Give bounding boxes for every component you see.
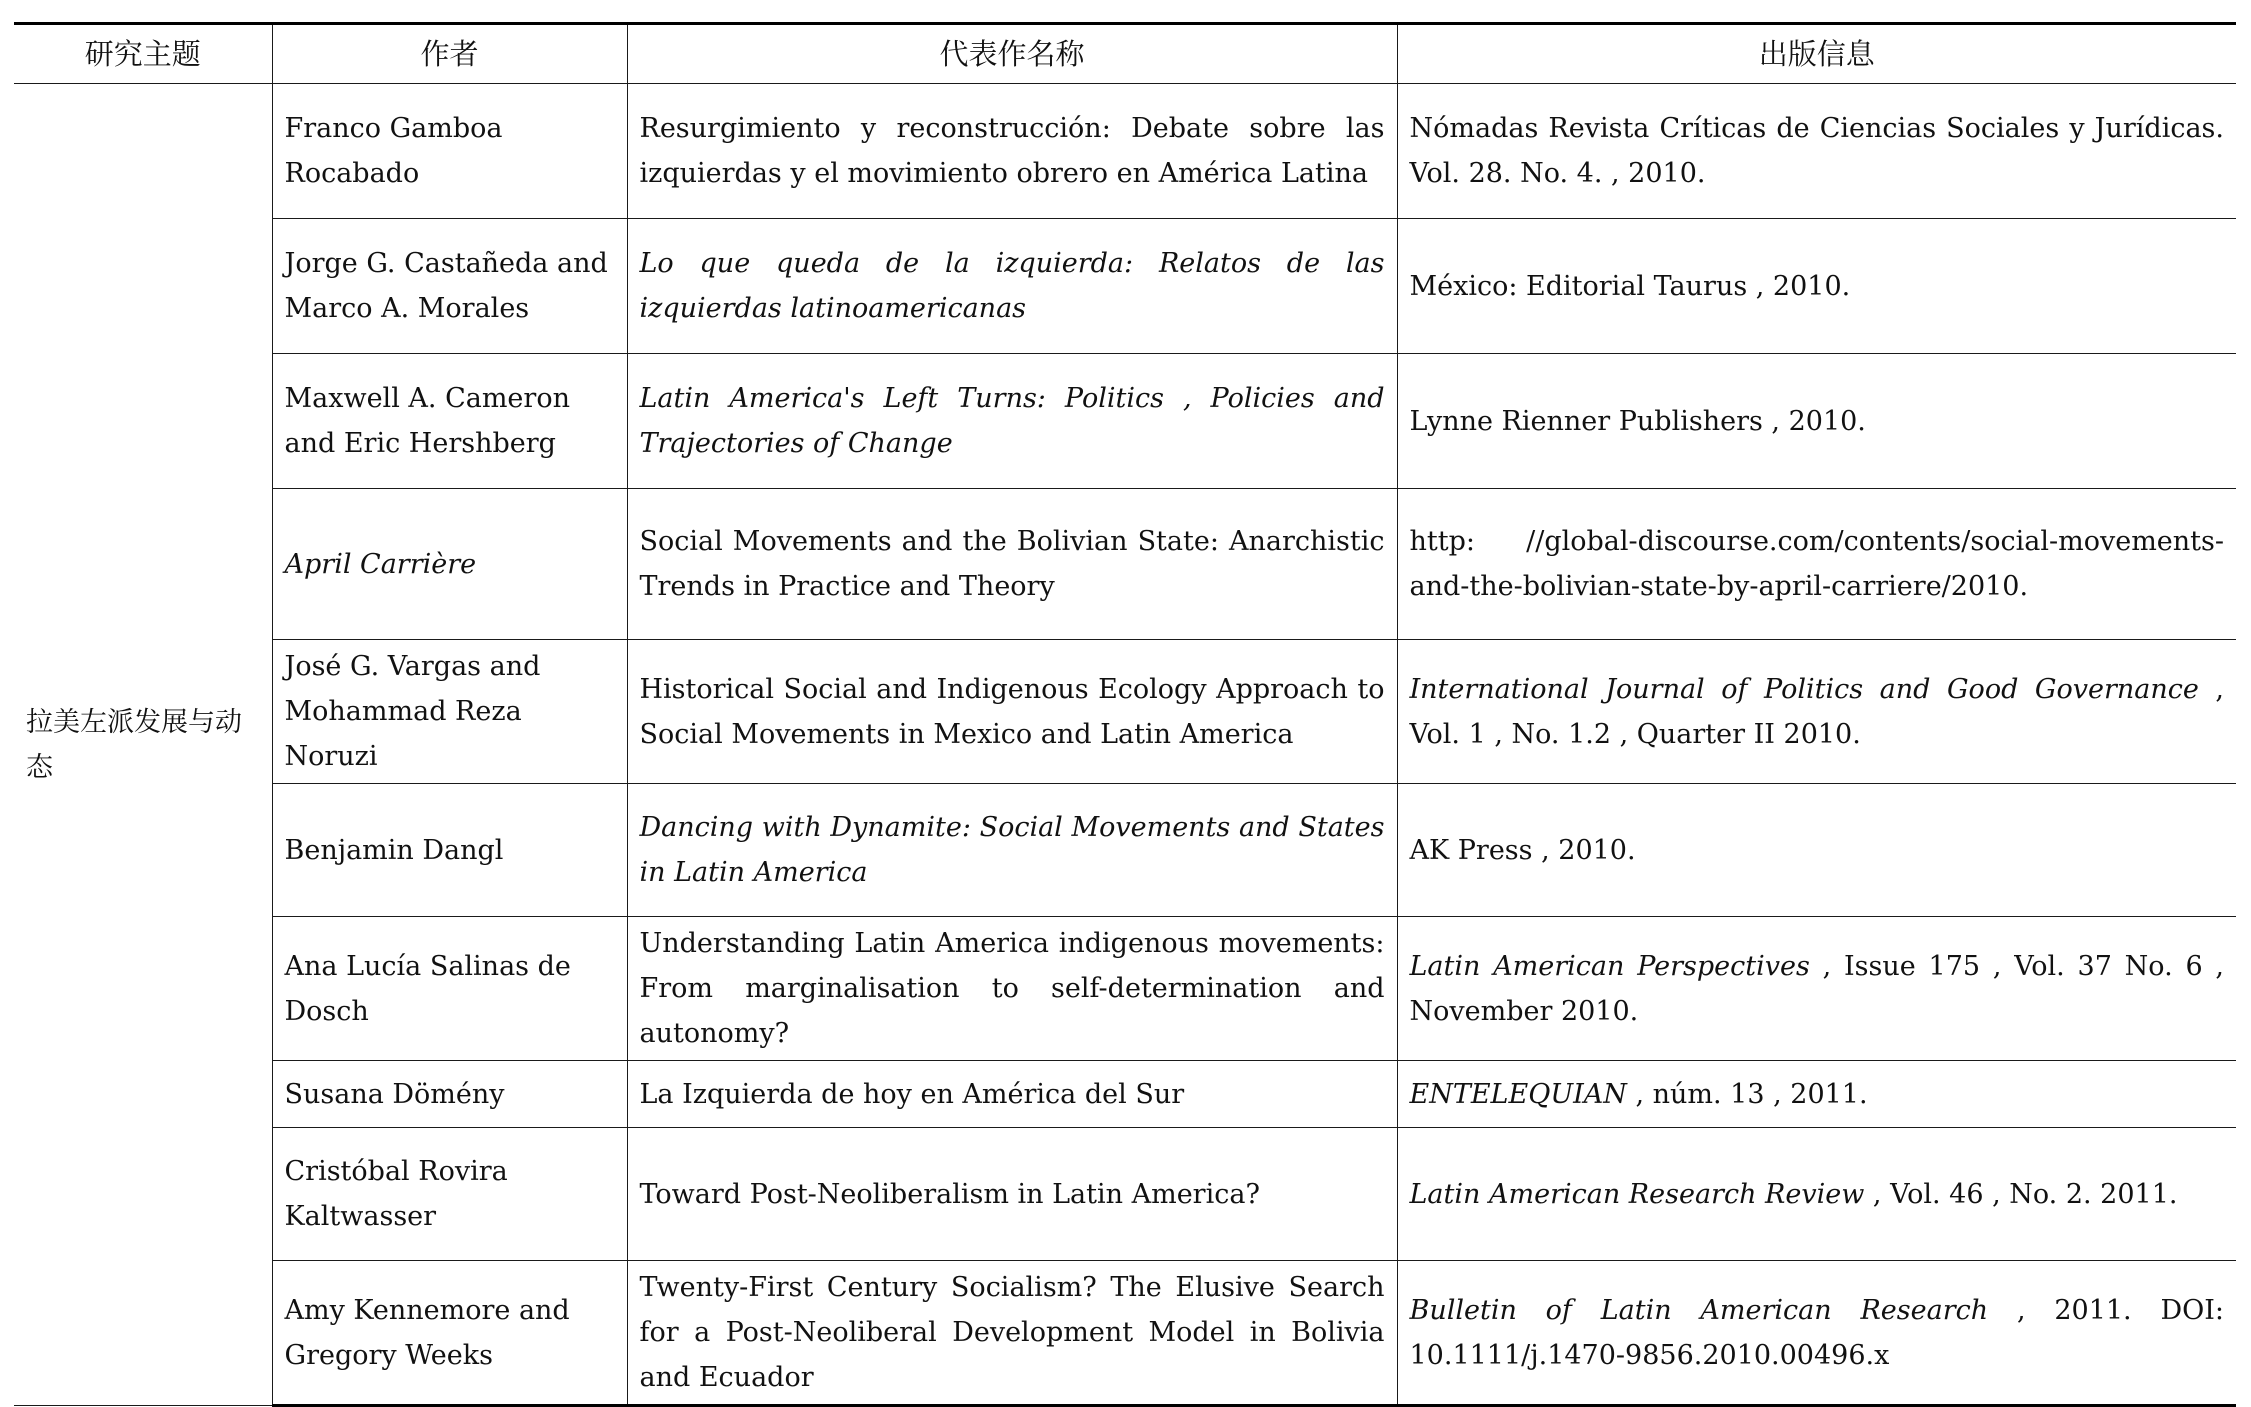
work-cell: Social Movements and the Bolivian State: Anarchistic Trends in Practice and Theory [627,489,1397,640]
table-body [14,84,2236,1406]
table-row [14,1061,2236,1128]
journal-title: Latin American Research Review [1409,1178,1865,1210]
work-cell: Latin America's Left Turns: Politics , Policies and Trajectories of Change [627,354,1397,489]
publication-cell [1397,1061,2236,1128]
work-cell: Toward Post-Neoliberalism in Latin America? [627,1128,1397,1261]
publication-cell: México: Editorial Taurus , 2010. [1397,219,2236,354]
table-row [14,784,2236,917]
author-cell: Cristóbal Rovira Kaltwasser [272,1128,627,1261]
table-row [14,489,2236,640]
author-cell: Benjamin Dangl [272,784,627,917]
table-row [14,1261,2236,1406]
publication-cell [1397,1261,2236,1406]
work-cell: La Izquierda de hoy en América del Sur [627,1061,1397,1128]
author-cell: Jorge G. Castañeda and Marco A. Morales [272,219,627,354]
work-cell: Historical Social and Indigenous Ecology Approach to Social Movements in Mexico and Latin America [627,640,1397,784]
table-row [14,219,2236,354]
author-cell: José G. Vargas and Mohammad Reza Noruzi [272,640,627,784]
work-cell: Understanding Latin America indigenous movements: From marginalisation to self-determination and autonomy? [627,917,1397,1061]
header-work: 代表作名称 [627,24,1397,84]
publication-cell [1397,917,2236,1061]
work-cell: Resurgimiento y reconstrucción: Debate sobre las izquierdas y el movimiento obrero en América Latina [627,84,1397,219]
publication-cell: http: //global-discourse.com/contents/social-movements-and-the-bolivian-state-by-april-carriere/2010. [1397,489,2236,640]
author-cell: April Carrière [272,489,627,640]
author-cell: Amy Kennemore and Gregory Weeks [272,1261,627,1406]
header-publication: 出版信息 [1397,24,2236,84]
author-cell: Susana Dömény [272,1061,627,1128]
publication-cell [1397,1128,2236,1261]
publication-details: , Issue 175 , Vol. 37 No. 6 , November 2010. [1409,950,2224,1027]
header-row [14,24,2236,84]
research-topic-cell: 拉美左派发展与动态 [14,84,272,1406]
author-cell: Franco Gamboa Rocabado [272,84,627,219]
publication-details: , núm. 13 , 2011. [1626,1078,1868,1110]
journal-title: Bulletin of Latin American Research [1409,1294,1989,1326]
journal-title: Latin American Perspectives [1409,950,1810,982]
header-author: 作者 [272,24,627,84]
publication-cell: AK Press , 2010. [1397,784,2236,917]
header-topic: 研究主题 [14,24,272,84]
publication-details: , Vol. 1 , No. 1.2 , Quarter II 2010. [1409,673,2224,750]
table-row [14,1128,2236,1261]
author-cell: Maxwell A. Cameron and Eric Hershberg [272,354,627,489]
publication-cell [1397,640,2236,784]
publication-cell: Nómadas Revista Críticas de Ciencias Sociales y Jurídicas. Vol. 28. No. 4. , 2010. [1397,84,2236,219]
bibliography-table [14,22,2236,1407]
work-cell: Twenty-First Century Socialism? The Elusive Search for a Post-Neoliberal Development Model in Bolivia and Ecuador [627,1261,1397,1406]
work-cell: Lo que queda de la izquierda: Relatos de las izquierdas latinoamericanas [627,219,1397,354]
table-row [14,354,2236,489]
publication-cell: Lynne Rienner Publishers , 2010. [1397,354,2236,489]
publication-details: , Vol. 46 , No. 2. 2011. [1864,1178,2178,1210]
table-row [14,917,2236,1061]
table-header [14,24,2236,84]
work-cell: Dancing with Dynamite: Social Movements and States in Latin America [627,784,1397,917]
table-row [14,640,2236,784]
publication-details: , 2011. DOI: 10.1111/j.1470-9856.2010.00496.x [1409,1294,2224,1371]
journal-title: International Journal of Politics and Good Governance [1409,673,2199,705]
table-row [14,84,2236,219]
author-cell: Ana Lucía Salinas de Dosch [272,917,627,1061]
journal-title: ENTELEQUIAN [1409,1078,1627,1110]
